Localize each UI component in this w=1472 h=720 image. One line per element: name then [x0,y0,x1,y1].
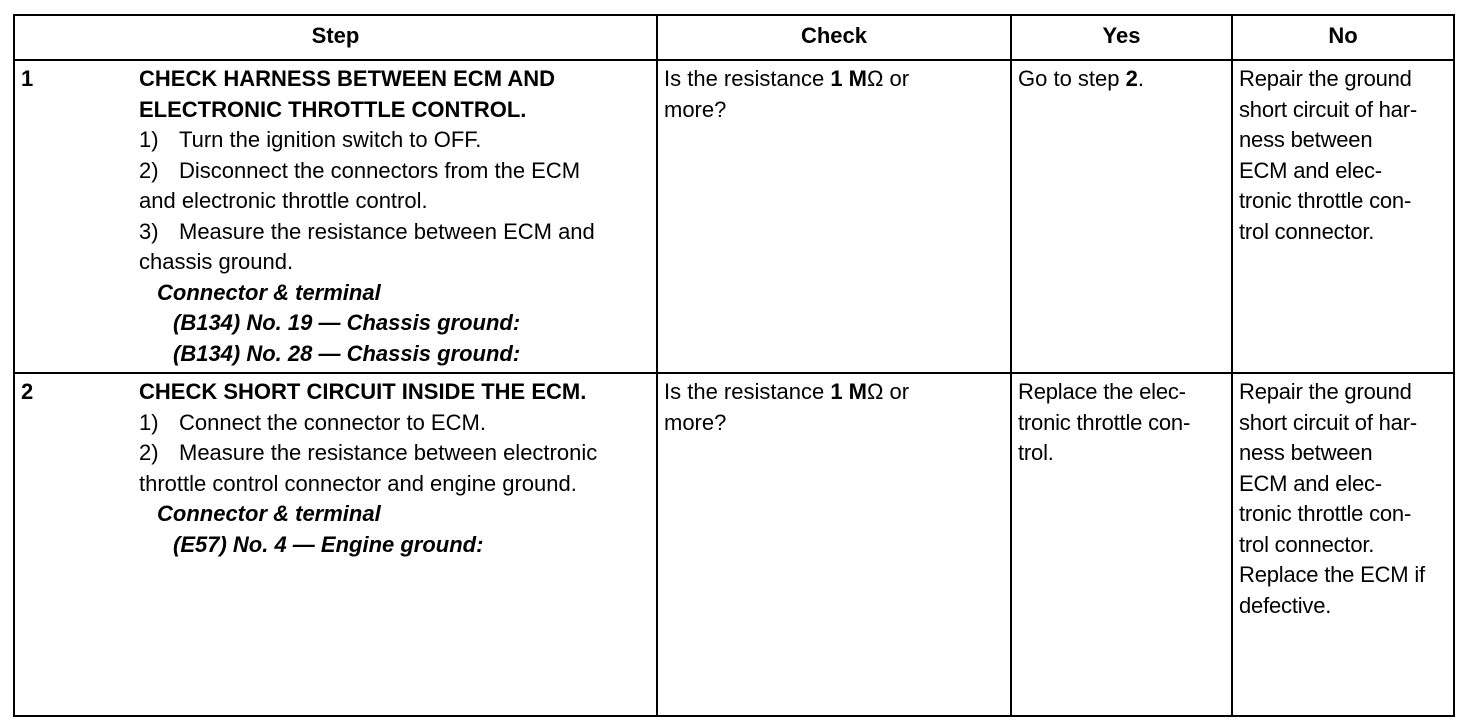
substep [139,438,650,469]
connector-terminal: (E57) No. 4 — Engine ground: [173,531,484,557]
substep-text: Measure the resistance between electronic [179,440,598,465]
header-no: No [1232,15,1454,60]
substep-text: throttle control connector and engine ground. [139,470,577,496]
no-text: short circuit of har- [1239,96,1417,122]
check-text: more? [664,409,727,435]
no-cell [1232,373,1454,716]
diagnostic-procedure-table [13,14,1455,717]
substep-number: 3) [139,218,159,244]
yes-text: . [1137,66,1144,91]
no-text: Replace the ECM if [1239,562,1425,587]
no-text: tronic throttle con- [1239,188,1412,213]
no-text: ness between [1239,127,1373,152]
substep-text: Turn the ignition switch to OFF. [179,127,482,152]
check-value: 1 M [830,66,867,91]
yes-step-link: 2 [1125,66,1138,91]
table-row [14,373,1454,716]
no-text: ness between [1239,440,1373,465]
step-title: ELECTRONIC THROTTLE CONTROL. [139,96,527,122]
header-yes: Yes [1011,15,1232,60]
yes-text: Go to step [1018,66,1126,91]
header-step: Step [14,15,657,60]
no-text: trol connector. [1239,531,1375,557]
no-text: Repair the ground [1239,379,1412,404]
step-title: CHECK HARNESS BETWEEN ECM AND [139,66,555,91]
substep-number: 2) [139,157,159,183]
substep-text: Disconnect the connectors from the ECM [179,157,581,183]
check-text: Ω or [867,379,910,404]
no-text: trol connector. [1239,218,1375,244]
check-text: Ω or [867,66,910,91]
substep-number: 2) [139,440,159,465]
check-cell [657,60,1011,373]
substep [139,156,650,187]
check-text: more? [664,96,727,122]
no-text: short circuit of har- [1239,409,1417,435]
substep [139,408,650,439]
yes-text: trol. [1018,440,1054,465]
header-row [14,15,1454,60]
substep-text: Connect the connector to ECM. [179,409,486,435]
no-text: Repair the ground [1239,66,1412,91]
check-text: Is the resistance [664,379,831,404]
no-text: ECM and elec- [1239,470,1382,496]
header-check: Check [657,15,1011,60]
step-title: CHECK SHORT CIRCUIT INSIDE THE ECM. [139,379,587,404]
no-cell [1232,60,1454,373]
no-text: tronic throttle con- [1239,501,1412,526]
substep-text: chassis ground. [139,249,294,274]
yes-text: Replace the elec- [1018,379,1186,404]
connector-heading: Connector & terminal [157,279,381,305]
yes-cell [1011,60,1232,373]
yes-cell [1011,373,1232,716]
step-description [133,373,657,716]
yes-text: tronic throttle con- [1018,409,1191,435]
step-number: 2 [14,373,133,716]
substep-number: 1) [139,127,159,152]
substep-number: 1) [139,409,159,435]
table-row [14,60,1454,373]
step-number: 1 [14,60,133,373]
check-text: Is the resistance [664,66,831,91]
substep [139,125,650,156]
connector-terminal: (B134) No. 19 — Chassis ground: [173,310,521,335]
check-cell [657,373,1011,716]
no-text: ECM and elec- [1239,157,1382,183]
substep [139,217,650,248]
substep-text: and electronic throttle control. [139,188,428,213]
substep-text: Measure the resistance between ECM and [179,218,595,244]
no-text: defective. [1239,592,1332,618]
connector-terminal: (B134) No. 28 — Chassis ground: [173,340,521,366]
step-description [133,60,657,373]
connector-heading: Connector & terminal [157,501,381,526]
check-value: 1 M [830,379,867,404]
